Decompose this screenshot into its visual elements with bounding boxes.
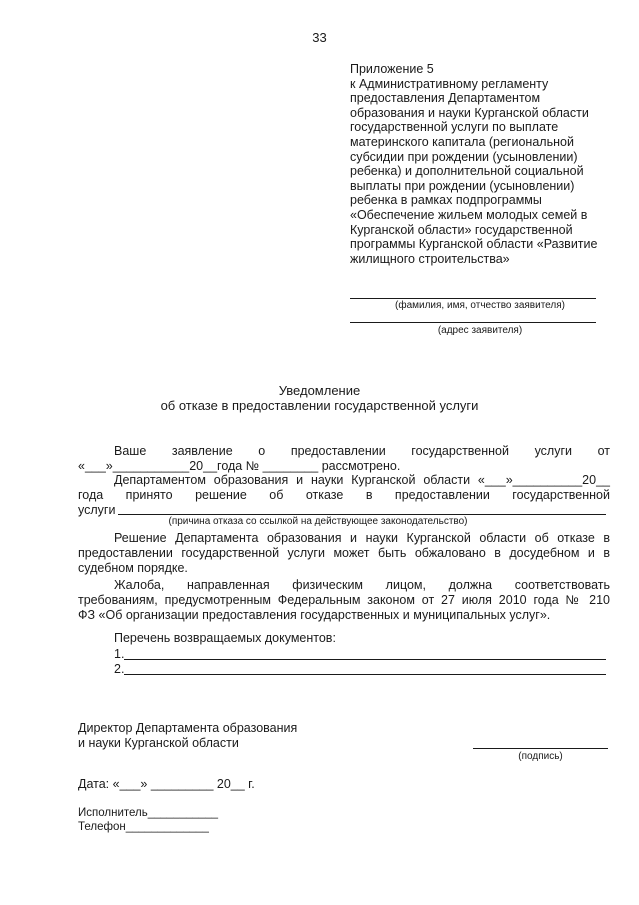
paragraph-3-line-1: Решение Департамента образования и науки Курганской области об отказе в — [114, 531, 610, 545]
executor-field[interactable]: Исполнитель___________ — [78, 807, 219, 819]
appendix-line: жилищного строительства» — [350, 251, 510, 266]
reason-label: услуги — [78, 503, 116, 517]
applicant-address-field[interactable] — [350, 322, 596, 323]
appendix-line: субсидии при рождении (усыновлении) — [350, 149, 578, 164]
notice-subtitle: об отказе в предоставлении государственной услуги — [160, 398, 479, 413]
appendix-line: ребенка) и дополнительной социальной — [350, 164, 584, 179]
doc-item-1-number: 1. — [114, 647, 125, 661]
appendix-line: выплаты при рождении (усыновлении) — [350, 178, 575, 193]
appendix-line: Курганской области» государственной — [350, 222, 573, 237]
notice-title: Уведомление — [278, 383, 361, 398]
paragraph-4-line-2: требованиям, предусмотренным Федеральным законом от 27 июля 2010 года № 210 — [78, 593, 610, 607]
appendix-line: предоставления Департаментом — [350, 91, 541, 106]
applicant-name-caption: (фамилия, имя, отчество заявителя) — [395, 300, 565, 311]
appendix-line: программы Курганской области «Развитие — [350, 237, 598, 252]
applicant-name-field[interactable] — [350, 298, 596, 299]
paragraph-2-line-2: года принято решение об отказе в предоставлении государственной — [78, 488, 610, 502]
paragraph-4-line-3: ФЗ «Об организации предоставления государственных и муниципальных услуг». — [78, 608, 551, 622]
paragraph-2-line-1: Департаментом образования и науки Курганской области «___»__________20__ — [114, 473, 610, 487]
paragraph-3-line-3: судебном порядке. — [78, 561, 188, 575]
appendix-line: Приложение 5 — [350, 62, 434, 76]
appendix-line: «Обеспечение жильем молодых семей в — [350, 207, 588, 222]
appendix-line: материнского капитала (региональной — [350, 134, 574, 149]
doc-item-2-field[interactable] — [124, 674, 606, 675]
appendix-line: образования и науки Курганской области — [350, 105, 589, 120]
paragraph-4-line-1: Жалоба, направленная физическим лицом, должна соответствовать — [114, 578, 610, 592]
paragraph-3-line-2: предоставлении государственной услуги может быть обжаловано в досудебном и в — [78, 546, 610, 560]
date-field[interactable]: Дата: «___» _________ 20__ г. — [78, 777, 255, 791]
doc-item-1-field[interactable] — [124, 659, 606, 660]
returned-docs-title: Перечень возвращаемых документов: — [114, 631, 336, 645]
doc-item-2-number: 2. — [114, 662, 125, 676]
page-number: 33 — [312, 30, 327, 45]
signature-caption: (подпись) — [518, 751, 563, 762]
reason-caption: (причина отказа со ссылкой на действующее законодательство) — [168, 516, 468, 527]
appendix-block — [350, 62, 620, 266]
applicant-address-caption: (адрес заявителя) — [437, 325, 523, 336]
phone-field[interactable]: Телефон_____________ — [78, 821, 209, 833]
appendix-line: государственной услуги по выплате — [350, 120, 559, 135]
appendix-line: ребенка в рамках подпрограммы — [350, 193, 542, 208]
director-position-line-2: и науки Курганской области — [78, 736, 239, 750]
appendix-line: к Административному регламенту — [350, 76, 549, 91]
director-position-line-1: Директор Департамента образования — [78, 721, 298, 735]
signature-field[interactable] — [473, 748, 608, 749]
reason-field[interactable] — [118, 514, 606, 515]
paragraph-1-line-1: Ваше заявление о предоставлении государственной услуги от — [114, 444, 610, 458]
paragraph-1-line-2: «___»___________20__года № ________ рассмотрено. — [78, 459, 401, 473]
